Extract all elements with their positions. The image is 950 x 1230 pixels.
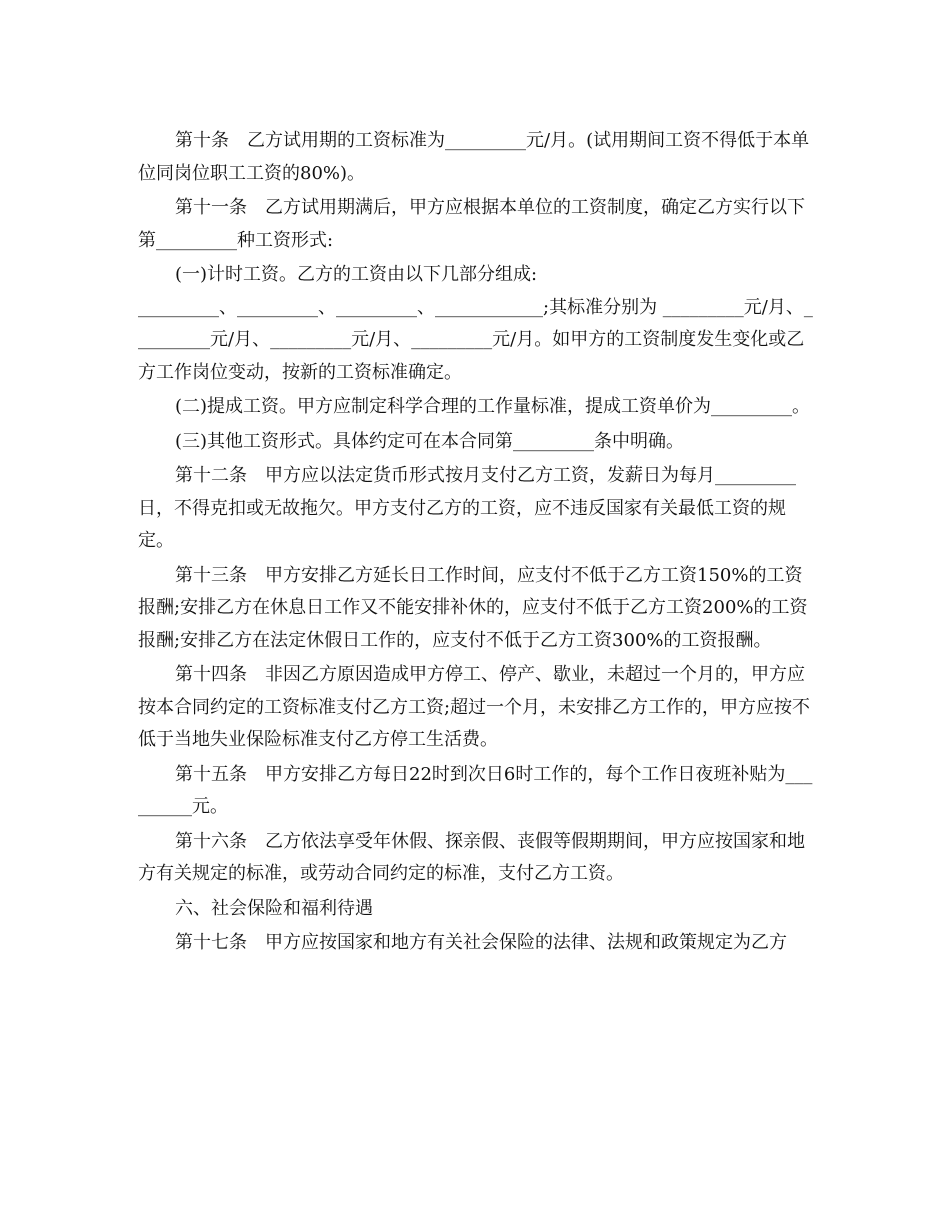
hourly-wage-standards: _________、_________、_________、____________;其标准分别为 _________元/月、_________元/月、_________元/月、_________元/月。如甲方的工资制度发生变化或乙方工作岗位变动，按新的工资标准确定。: [138, 296, 813, 383]
article-17: 第十七条 甲方应按国家和地方有关社会保险的法律、法规和政策规定为乙方: [175, 932, 787, 953]
article-15: 第十五条 甲方安排乙方每日22时到次日6时工作的，每个工作日夜班补贴为_________元。: [138, 763, 813, 817]
other-wage-clause: (三)其他工资形式。具体约定可在本合同第_________条中明确。: [175, 430, 685, 452]
commission-wage-clause: (二)提成工资。甲方应制定科学合理的工作量标准，提成工资单价为_________。: [175, 396, 811, 417]
hourly-wage-clause: (一)计时工资。乙方的工资由以下几部分组成:: [175, 264, 538, 285]
article-10: 第十条 乙方试用期的工资标准为_________元/月。(试用期间工资不得低于本单位同岗位职工工资的80%)。: [138, 130, 810, 184]
document-body: [138, 125, 813, 960]
section-heading-social-insurance: 六、社会保险和福利待遇: [175, 897, 373, 919]
article-16: 第十六条 乙方依法享受年休假、探亲假、丧假等假期期间，甲方应按国家和地方有关规定的标准，或劳动合同约定的标准，支付乙方工资。: [138, 830, 805, 884]
article-12: 第十二条 甲方应以法定货币形式按月支付乙方工资，发薪日为每月_________日，不得克扣或无故拖欠。甲方支付乙方的工资，应不违反国家有关最低工资的规定。: [138, 465, 796, 551]
article-13: 第十三条 甲方安排乙方延长日工作时间，应支付不低于乙方工资150%的工资报酬;安排乙方在休息日工作又不能安排补休的，应支付不低于乙方工资200%的工资报酬;安排乙方在法定休假日工作的，应支付不低于乙方工资300%的工资报酬。: [138, 564, 808, 651]
article-14: 第十四条 非因乙方原因造成甲方停工、停产、歇业，未超过一个月的，甲方应按本合同约定的工资标准支付乙方工资;超过一个月，未安排乙方工作的，甲方应按不低于当地失业保险标准支付乙方停工生活费。: [138, 664, 811, 750]
article-11: 第十一条 乙方试用期满后，甲方应根据本单位的工资制度，确定乙方实行以下第_________种工资形式:: [138, 197, 805, 251]
